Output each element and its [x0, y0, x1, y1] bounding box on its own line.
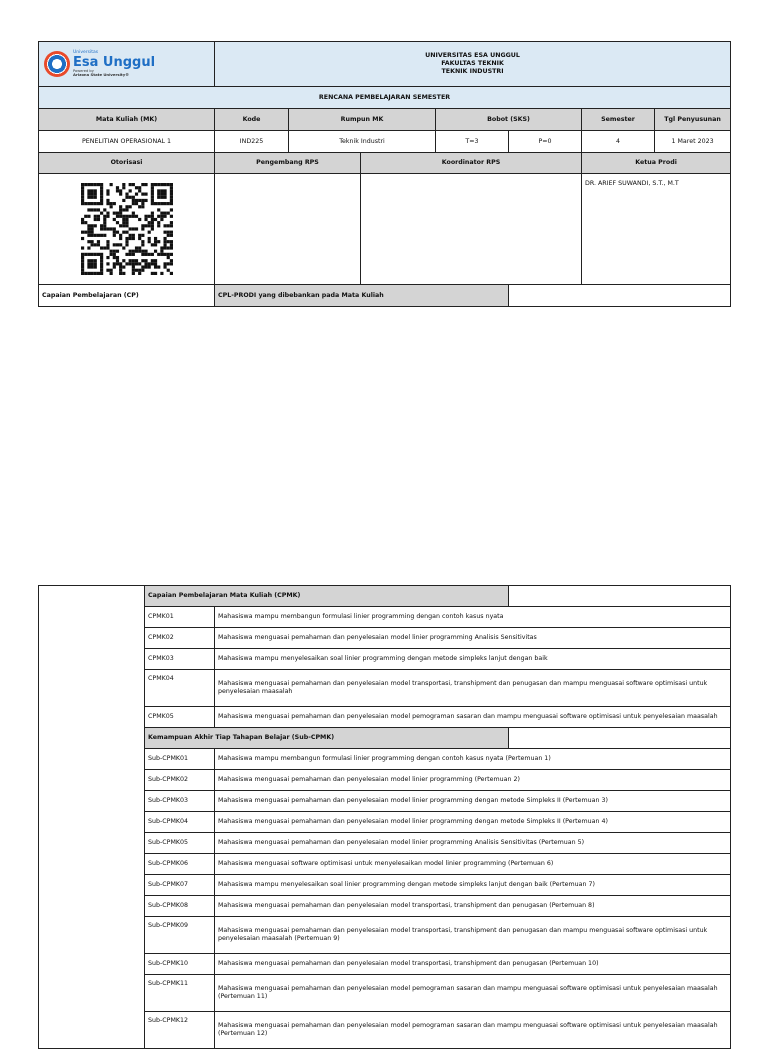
subcpmk-code: Sub-CPMK01 — [145, 749, 215, 770]
subcpmk-text: Mahasiswa mampu membangun formulasi linier programming dengan contoh kasus nyata (Pertemuan 1) — [215, 749, 731, 770]
subcpmk-text: Mahasiswa menguasai software optimisasi untuk menyelesaikan model linier programming (Pertemuan 6) — [215, 854, 731, 875]
subcpmk-text: Mahasiswa menguasai pemahaman dan penyelesaian model pemograman sasaran dan mampu menguasai software optimisasi untuk penyelesaian maasalah (Pertemuan 12) — [215, 1012, 731, 1049]
rps-header-table — [38, 41, 731, 307]
course-semester: 4 — [582, 131, 655, 153]
cp-label: Capaian Pembelajaran (CP) — [39, 285, 215, 307]
subcpmk-code: Sub-CPMK05 — [145, 833, 215, 854]
header-semester: Semester — [582, 109, 655, 131]
subcpmk-text: Mahasiswa menguasai pemahaman dan penyelesaian model pemograman sasaran dan mampu menguasai software optimisasi untuk penyelesaian maasalah (Pertemuan 11) — [215, 975, 731, 1012]
cpmk-text: Mahasiswa menguasai pemahaman dan penyelesaian model transportasi, transhipment dan penugasan dan mampu menguasai software optimisasi untuk penyelesaian maasalah — [215, 670, 731, 707]
cpmk-table — [38, 585, 731, 1049]
cpmk-code: CPMK02 — [145, 628, 215, 649]
cpmk-code: CPMK05 — [145, 707, 215, 728]
header-ketua-prodi: Ketua Prodi — [582, 153, 731, 174]
subcpmk-text: Mahasiswa menguasai pemahaman dan penyelesaian model transportasi, transhipment dan penugasan (Pertemuan 10) — [215, 954, 731, 975]
cpmk-text: Mahasiswa menguasai pemahaman dan penyelesaian model linier programming Analisis Sensitivitas — [215, 628, 731, 649]
cpmk-text: Mahasiswa mampu menyelesaikan soal linier programming dengan metode simpleks lanjut dengan baik — [215, 649, 731, 670]
cpmk-code: CPMK04 — [145, 670, 215, 707]
cpmk-text: Mahasiswa mampu membangun formulasi linier programming dengan contoh kasus nyata — [215, 607, 731, 628]
ketua-prodi-cell — [582, 174, 731, 285]
cpmk-heading: Capaian Pembelajaran Mata Kuliah (CPMK) — [145, 586, 509, 607]
header-mata-kuliah: Mata Kuliah (MK) — [39, 109, 215, 131]
header-koordinator: Koordinator RPS — [361, 153, 582, 174]
subcpmk-code: Sub-CPMK03 — [145, 791, 215, 812]
course-sks-t: T=3 — [436, 131, 509, 153]
logo-powered-by: Powered by — [73, 68, 94, 73]
subcpmk-code: Sub-CPMK11 — [145, 975, 215, 1012]
cpmk-code: CPMK01 — [145, 607, 215, 628]
subcpmk-code: Sub-CPMK04 — [145, 812, 215, 833]
header-bobot: Bobot (SKS) — [436, 109, 582, 131]
logo-name: Esa Unggul — [73, 54, 156, 70]
subcpmk-text: Mahasiswa menguasai pemahaman dan penyelesaian model linier programming dengan metode Simpleks II (Pertemuan 3) — [215, 791, 731, 812]
faculty-name: FAKULTAS TEKNIK — [441, 60, 504, 68]
header-tgl-penyusunan: Tgl Penyusunan — [655, 109, 731, 131]
course-date: 1 Maret 2023 — [655, 131, 731, 153]
koordinator-signature-cell — [361, 174, 582, 285]
otorisasi-qr-cell — [39, 174, 215, 285]
header-otorisasi: Otorisasi — [39, 153, 215, 174]
subcpmk-text: Mahasiswa mampu menyelesaikan soal linier programming dengan metode simpleks lanjut dengan baik (Pertemuan 7) — [215, 875, 731, 896]
logo-cell — [39, 42, 215, 87]
document-title: RENCANA PEMBELAJARAN SEMESTER — [39, 87, 731, 109]
subcpmk-code: Sub-CPMK09 — [145, 917, 215, 954]
left-spacer-cell — [39, 586, 145, 1049]
subcpmk-heading: Kemampuan Akhir Tiap Tahapan Belajar (Sub-CPMK) — [145, 728, 509, 749]
header-rumpun: Rumpun MK — [289, 109, 436, 131]
institution-heading — [215, 42, 731, 87]
program-name: TEKNIK INDUSTRI — [441, 67, 504, 75]
course-sks-p: P=0 — [509, 131, 582, 153]
ketua-prodi-name: DR. ARIEF SUWANDI, S.T., M.T — [585, 180, 679, 187]
header-kode: Kode — [215, 109, 289, 131]
cpmk-text: Mahasiswa menguasai pemahaman dan penyelesaian model pemograman sasaran dan mampu menguasai software optimisasi untuk penyelesaian maasalah — [215, 707, 731, 728]
subcpmk-text: Mahasiswa menguasai pemahaman dan penyelesaian model transportasi, transhipment dan penugasan (Pertemuan 8) — [215, 896, 731, 917]
cpmk-code: CPMK03 — [145, 649, 215, 670]
esa-unggul-logo-icon — [44, 51, 70, 77]
cpl-prodi-empty — [509, 285, 731, 307]
header-pengembang: Pengembang RPS — [215, 153, 361, 174]
subcpmk-code: Sub-CPMK08 — [145, 896, 215, 917]
subcpmk-text: Mahasiswa menguasai pemahaman dan penyelesaian model linier programming (Pertemuan 2) — [215, 770, 731, 791]
university-name: UNIVERSITAS ESA UNGGUL — [425, 52, 520, 60]
logo-small-text: Universitas — [73, 50, 99, 56]
logo-partner: Arizona State University® — [73, 72, 130, 78]
subcpmk-text: Mahasiswa menguasai pemahaman dan penyelesaian model linier programming dengan metode Simpleks II (Pertemuan 4) — [215, 812, 731, 833]
pengembang-signature-cell — [215, 174, 361, 285]
subcpmk-code: Sub-CPMK12 — [145, 1012, 215, 1049]
course-code: IND225 — [215, 131, 289, 153]
subcpmk-code: Sub-CPMK06 — [145, 854, 215, 875]
cpmk-heading-empty — [509, 586, 731, 607]
university-logo — [42, 51, 211, 77]
subcpmk-text: Mahasiswa menguasai pemahaman dan penyelesaian model linier programming Analisis Sensitivitas (Pertemuan 5) — [215, 833, 731, 854]
subcpmk-heading-empty — [509, 728, 731, 749]
subcpmk-text: Mahasiswa menguasai pemahaman dan penyelesaian model transportasi, transhipment dan penugasan dan mampu menguasai software optimisasi untuk penyelesaian maasalah (Pertemuan 9) — [215, 917, 731, 954]
cpl-prodi-heading: CPL-PRODI yang dibebankan pada Mata Kuliah — [215, 285, 509, 307]
course-rumpun: Teknik Industri — [289, 131, 436, 153]
subcpmk-code: Sub-CPMK07 — [145, 875, 215, 896]
subcpmk-code: Sub-CPMK10 — [145, 954, 215, 975]
course-name: PENELITIAN OPERASIONAL 1 — [39, 131, 215, 153]
qr-code-icon — [81, 183, 173, 275]
subcpmk-code: Sub-CPMK02 — [145, 770, 215, 791]
